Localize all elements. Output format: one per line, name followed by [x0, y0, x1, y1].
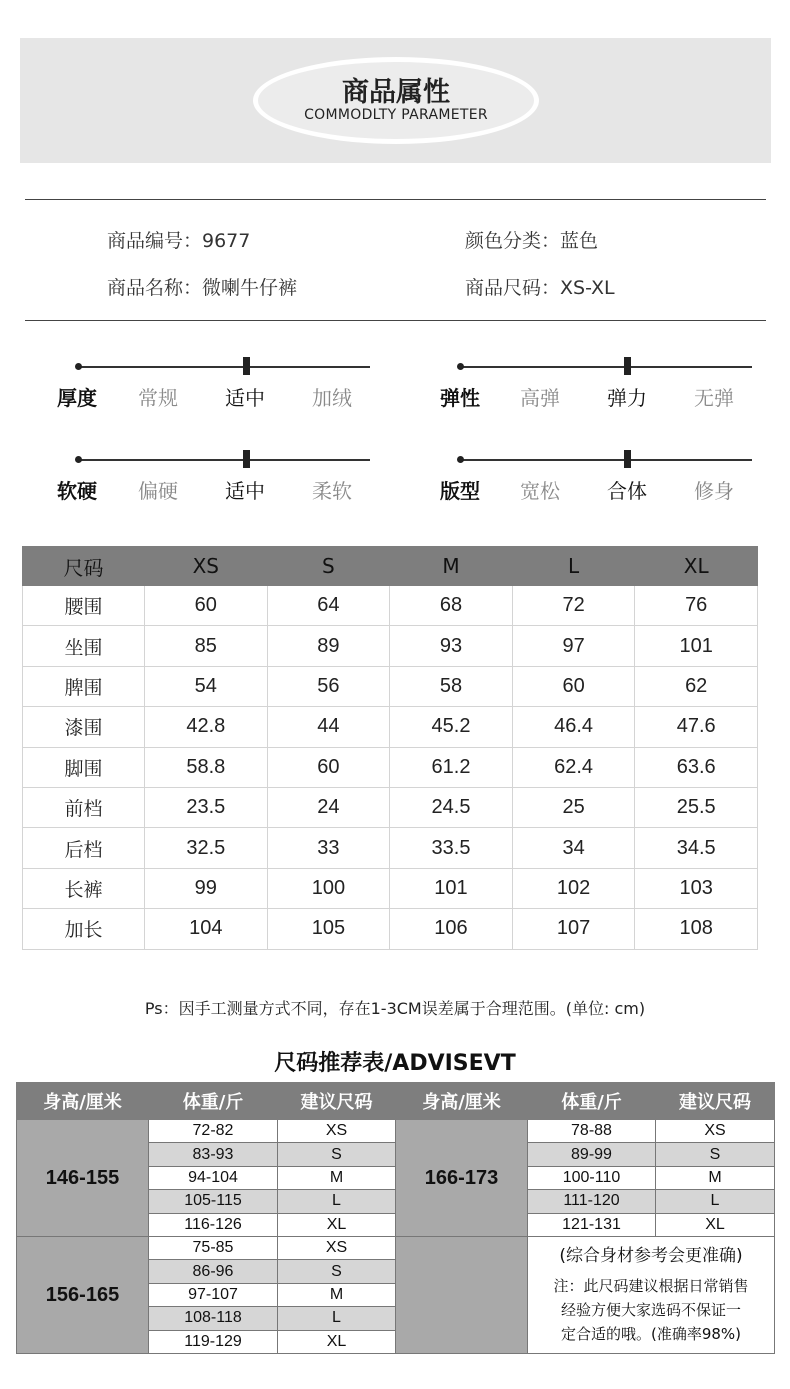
height-range: 166-173	[396, 1120, 528, 1237]
header-cell: XS	[145, 547, 268, 586]
table-cell: 89	[267, 626, 390, 666]
table-row	[17, 1120, 775, 1143]
divider	[25, 320, 766, 321]
table-cell: 68	[390, 586, 513, 626]
table-cell: 97	[512, 626, 635, 666]
row-label: 漆围	[23, 707, 145, 747]
header-cell: S	[267, 547, 390, 586]
suggested-size: M	[278, 1166, 396, 1189]
header-cell: 尺码	[23, 547, 145, 586]
table-cell: 106	[390, 909, 513, 949]
header-cell: 建议尺码	[278, 1083, 396, 1120]
suggested-size: S	[278, 1143, 396, 1166]
measurement-note: Ps：因手工测量方式不同，存在1-3CM误差属于合理范围。(单位: cm)	[144, 999, 646, 1018]
row-label: 坐围	[23, 626, 145, 666]
slider-option-selected: 适中	[225, 386, 265, 410]
table-cell: 47.6	[635, 707, 758, 747]
empty-height-cell	[396, 1236, 528, 1353]
note-line: 经验方便大家选码不保证一	[560, 1300, 741, 1319]
weight-range: 105-115	[149, 1190, 278, 1213]
slider-label: 软硬	[57, 479, 97, 503]
weight-range: 94-104	[149, 1166, 278, 1189]
table-cell: 60	[145, 586, 268, 626]
suggested-size: S	[278, 1260, 396, 1283]
slider-start-dot	[75, 363, 82, 370]
note-line: 定合适的哦。(准确率98%)	[560, 1324, 742, 1343]
header-cell: 建议尺码	[656, 1083, 775, 1120]
table-row	[23, 828, 758, 868]
suggested-size: L	[278, 1307, 396, 1330]
suggested-size: XS	[656, 1120, 775, 1143]
suggested-size: L	[278, 1190, 396, 1213]
row-label: 腰围	[23, 586, 145, 626]
item-name: 商品名称：微喇牛仔裤	[107, 277, 298, 299]
table-cell: 34	[512, 828, 635, 868]
slider-option: 无弹	[694, 386, 734, 410]
slider-option-selected: 合体	[607, 479, 647, 503]
table-row	[23, 626, 758, 666]
table-cell: 46.4	[512, 707, 635, 747]
recommend-table	[16, 1082, 775, 1354]
slider-option: 偏硬	[138, 479, 178, 503]
table-cell: 45.2	[390, 707, 513, 747]
weight-range: 100-110	[528, 1166, 656, 1189]
header-cell: XL	[635, 547, 758, 586]
table-row	[23, 747, 758, 787]
height-range: 156-165	[17, 1236, 149, 1353]
row-label: 后档	[23, 828, 145, 868]
table-cell: 60	[267, 747, 390, 787]
recommend-header	[17, 1083, 775, 1120]
table-row	[23, 909, 758, 949]
slider-option: 高弹	[520, 386, 560, 410]
table-cell: 32.5	[145, 828, 268, 868]
divider	[25, 199, 766, 200]
table-cell: 25	[512, 787, 635, 827]
weight-range: 89-99	[528, 1143, 656, 1166]
table-row	[23, 586, 758, 626]
row-label: 脾围	[23, 666, 145, 706]
weight-range: 75-85	[149, 1236, 278, 1259]
table-cell: 104	[145, 909, 268, 949]
row-label: 长裤	[23, 868, 145, 908]
slider-option-selected: 适中	[225, 479, 265, 503]
table-cell: 58.8	[145, 747, 268, 787]
header-cell: 身高/厘米	[396, 1083, 528, 1120]
table-cell: 42.8	[145, 707, 268, 747]
slider-start-dot	[457, 363, 464, 370]
table-cell: 60	[512, 666, 635, 706]
table-cell: 61.2	[390, 747, 513, 787]
height-range: 146-155	[17, 1120, 149, 1237]
suggested-size: XL	[278, 1213, 396, 1236]
row-label: 加长	[23, 909, 145, 949]
table-cell: 64	[267, 586, 390, 626]
suggested-size: XS	[278, 1236, 396, 1259]
table-row	[23, 666, 758, 706]
weight-range: 86-96	[149, 1260, 278, 1283]
color-category: 颜色分类：蓝色	[465, 230, 599, 252]
table-cell: 102	[512, 868, 635, 908]
slider-option-selected: 弹力	[607, 386, 647, 410]
table-cell: 62	[635, 666, 758, 706]
slider-marker	[243, 450, 250, 468]
weight-range: 111-120	[528, 1190, 656, 1213]
row-label: 脚围	[23, 747, 145, 787]
header-cell: M	[390, 547, 513, 586]
item-number: 商品编号：9677	[107, 230, 251, 252]
weight-range: 72-82	[149, 1120, 278, 1143]
header-cell: 身高/厘米	[17, 1083, 149, 1120]
table-cell: 33	[267, 828, 390, 868]
header-cell: 体重/斤	[528, 1083, 656, 1120]
header-cell: 体重/斤	[149, 1083, 278, 1120]
suggested-size: L	[656, 1190, 775, 1213]
table-cell: 24.5	[390, 787, 513, 827]
item-size: 商品尺码：XS-XL	[465, 277, 615, 299]
recommend-note	[528, 1236, 775, 1353]
header-cell: L	[512, 547, 635, 586]
weight-range: 97-107	[149, 1283, 278, 1306]
slider-marker	[624, 450, 631, 468]
table-cell: 24	[267, 787, 390, 827]
table-cell: 62.4	[512, 747, 635, 787]
header-subtitle: COMMODLTY PARAMETER	[304, 107, 488, 123]
suggested-size: XL	[656, 1213, 775, 1236]
weight-range: 83-93	[149, 1143, 278, 1166]
table-cell: 44	[267, 707, 390, 747]
slider-marker	[624, 357, 631, 375]
table-cell: 54	[145, 666, 268, 706]
table-cell: 85	[145, 626, 268, 666]
table-cell: 34.5	[635, 828, 758, 868]
slider-option: 修身	[694, 479, 734, 503]
slider-track	[460, 459, 752, 461]
slider-option: 柔软	[312, 479, 352, 503]
table-cell: 93	[390, 626, 513, 666]
note-title: (综合身材参考会更准确)	[559, 1245, 743, 1266]
table-cell: 108	[635, 909, 758, 949]
table-cell: 63.6	[635, 747, 758, 787]
size-table-header	[23, 547, 758, 586]
weight-range: 121-131	[528, 1213, 656, 1236]
table-cell: 33.5	[390, 828, 513, 868]
slider-label: 厚度	[57, 386, 97, 410]
table-row	[17, 1236, 775, 1259]
slider-label: 版型	[440, 479, 480, 503]
slider-option: 常规	[138, 386, 178, 410]
weight-range: 78-88	[528, 1120, 656, 1143]
table-row	[23, 787, 758, 827]
row-label: 前档	[23, 787, 145, 827]
table-cell: 58	[390, 666, 513, 706]
slider-track	[460, 366, 752, 368]
weight-range: 116-126	[149, 1213, 278, 1236]
table-cell: 105	[267, 909, 390, 949]
weight-range: 119-129	[149, 1330, 278, 1353]
table-cell: 25.5	[635, 787, 758, 827]
table-cell: 103	[635, 868, 758, 908]
table-cell: 23.5	[145, 787, 268, 827]
suggested-size: XS	[278, 1120, 396, 1143]
suggested-size: S	[656, 1143, 775, 1166]
table-cell: 100	[267, 868, 390, 908]
size-table	[22, 546, 758, 950]
slider-start-dot	[457, 456, 464, 463]
table-row	[23, 707, 758, 747]
slider-track	[78, 459, 370, 461]
table-row	[23, 868, 758, 908]
slider-marker	[243, 357, 250, 375]
table-cell: 56	[267, 666, 390, 706]
weight-range: 108-118	[149, 1307, 278, 1330]
slider-label: 弹性	[440, 386, 480, 410]
suggested-size: M	[656, 1166, 775, 1189]
slider-start-dot	[75, 456, 82, 463]
suggested-size: XL	[278, 1330, 396, 1353]
header-title: 商品属性	[342, 77, 450, 108]
note-line: 注：此尺码建议根据日常销售	[553, 1276, 749, 1295]
slider-track	[78, 366, 370, 368]
table-cell: 76	[635, 586, 758, 626]
slider-option: 加绒	[312, 386, 352, 410]
recommend-title: 尺码推荐表/ADVISEVT	[274, 1051, 516, 1076]
table-cell: 99	[145, 868, 268, 908]
slider-option: 宽松	[520, 479, 560, 503]
table-cell: 72	[512, 586, 635, 626]
table-cell: 107	[512, 909, 635, 949]
table-cell: 101	[635, 626, 758, 666]
table-cell: 101	[390, 868, 513, 908]
suggested-size: M	[278, 1283, 396, 1306]
